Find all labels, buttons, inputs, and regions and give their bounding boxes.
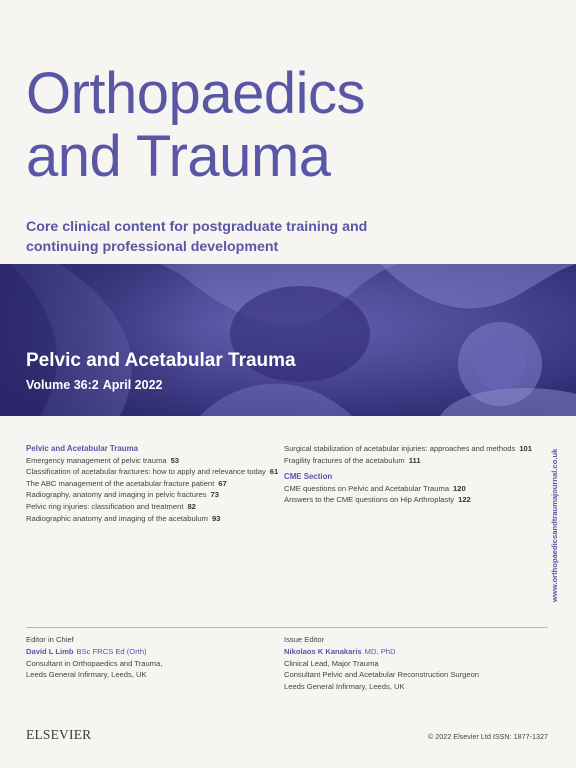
editor-position: Clinical Lead, Major Trauma [284, 658, 379, 668]
copyright-issn: © 2022 Elsevier Ltd ISSN: 1877-1327 [428, 732, 548, 741]
toc-item[interactable] [26, 501, 281, 513]
toc-item[interactable] [26, 489, 281, 501]
editor-position-2: Consultant Pelvic and Acetabular Reconstruction Surgeon [284, 670, 480, 680]
toc-item-page: 61 [269, 467, 279, 477]
toc-item-page: 101 [519, 444, 532, 453]
toc-section-heading: Pelvic and Acetabular Trauma [26, 444, 138, 453]
toc-item-title: Emergency management of pelvic trauma [26, 455, 167, 465]
publisher-logo: ELSEVIER [26, 727, 92, 742]
toc-item-title: Fragility fractures of the acetabulum [284, 455, 405, 465]
issue-date: April 2022 [102, 378, 163, 392]
editor-role: Editor in Chief [26, 635, 74, 644]
editor-affiliation: Leeds General Infirmary, Leeds, UK [284, 682, 405, 692]
toc-item-page: 82 [187, 501, 196, 511]
issue-theme: Pelvic and Acetabular Trauma [26, 350, 296, 371]
toc-item-title: Radiographic anatomy and imaging of the acetabulum [26, 513, 208, 523]
issue-volume-date [26, 378, 162, 392]
toc-item-title: Pelvic ring injuries: classification and treatment [26, 501, 184, 511]
toc-item-page: 93 [211, 513, 221, 523]
journal-title [26, 62, 566, 188]
toc-item[interactable] [26, 513, 281, 525]
editor-role: Issue Editor [284, 635, 325, 644]
editor-qualifications: MD, PhD [364, 646, 396, 656]
toc-item-page: 73 [210, 490, 219, 500]
journal-title-line1: Orthopaedics [26, 61, 365, 126]
toc-item-page: 120 [453, 483, 466, 493]
toc-item-title: Surgical stabilization of acetabular injuries: approaches and methods [284, 444, 516, 453]
toc-item-title: CME questions on Pelvic and Acetabular Trauma [284, 483, 450, 493]
journal-website-text: www.orthopaedicsandtraumajournal.co.uk [550, 448, 559, 602]
issue-volume: Volume 36:2 [26, 378, 99, 392]
toc-item-title: Answers to the CME questions on Hip Arthroplasty [284, 495, 455, 505]
editor-in-chief-block [26, 634, 276, 681]
cover-xray-band [0, 264, 576, 416]
editor-qualifications: BSc FRCS Ed (Orth) [76, 646, 147, 656]
tagline-line2: continuing professional development [26, 238, 279, 255]
toc-item[interactable] [26, 455, 281, 467]
toc-item[interactable] [284, 494, 540, 506]
section-divider [26, 627, 548, 628]
toc-item-page: 122 [458, 495, 471, 505]
toc-item-title: Classification of acetabular fractures: how to apply and relevance today [26, 467, 266, 477]
editor-name-text: David L Limb [26, 646, 74, 656]
toc-cme-heading: CME Section [284, 472, 333, 482]
toc-item-page: 53 [170, 455, 180, 465]
toc-item-page: 111 [408, 455, 421, 465]
toc-item[interactable] [284, 483, 540, 495]
toc-item[interactable] [284, 455, 540, 467]
editor-name [284, 646, 544, 658]
journal-title-line2: and Trauma [26, 124, 331, 189]
tagline-line1: Core clinical content for postgraduate training and [26, 219, 368, 235]
editor-name [26, 646, 276, 658]
toc-item[interactable] [26, 466, 281, 478]
toc-left-column [26, 443, 281, 524]
toc-item[interactable] [284, 443, 540, 455]
toc-item-page: 67 [218, 478, 227, 488]
editor-affiliation: Leeds General Infirmary, Leeds, UK [26, 670, 147, 680]
issue-editor-block [284, 634, 544, 693]
toc-right-column [284, 443, 540, 506]
journal-tagline [26, 218, 546, 257]
toc-item-title: The ABC management of the acetabular fracture patient [26, 478, 215, 488]
editor-position: Consultant in Orthopaedics and Trauma, [26, 658, 163, 668]
pelvis-xray-image [0, 264, 576, 416]
toc-item[interactable] [26, 478, 281, 490]
editor-name-text: Nikolaos K Kanakaris [284, 646, 362, 656]
journal-website-link[interactable] [540, 440, 559, 602]
toc-item-title: Radiography, anatomy and imaging in pelvic fractures [26, 490, 207, 500]
